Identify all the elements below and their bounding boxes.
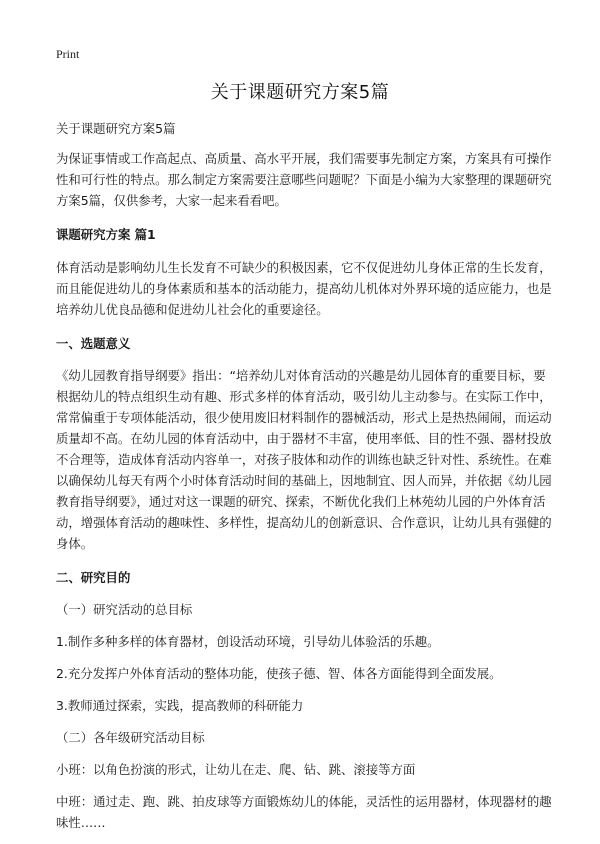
subsection-heading-grade-goals: （二）各年级研究活动目标 bbox=[56, 730, 205, 745]
document-subtitle: 关于课题研究方案5篇 bbox=[56, 121, 176, 136]
middle-class-goal: 中班：通过走、跑、跳、拍皮球等方面锻炼幼儿的体能，灵活性的运用器材，体现器材的趣味性…… bbox=[56, 794, 552, 830]
goal-item-3: 3.教师通过探索，实践，提高教师的科研能力 bbox=[56, 698, 304, 713]
document-body bbox=[56, 118, 556, 844]
small-class-goal: 小班：以角色扮演的形式，让幼儿在走、爬、钻、跳、滚接等方面 bbox=[56, 762, 416, 777]
intro-paragraph: 为保证事情或工作高起点、高质量、高水平开展，我们需要事先制定方案，方案具有可操作性和可行性的特点。那么制定方案需要注意哪些问题呢？下面是小编为大家整理的课题研究方案5篇，仅供参考，大家一起来看看吧。 bbox=[56, 151, 552, 208]
subsection-heading-overall-goals: （一）研究活动的总目标 bbox=[56, 602, 193, 617]
section-heading-significance: 一、选题意义 bbox=[56, 336, 131, 351]
print-link[interactable]: Print bbox=[56, 47, 80, 61]
article-paragraph: 体育活动是影响幼儿生长发育不可缺少的积极因素，它不仅促进幼儿身体正常的生长发育，而且能促进幼儿的身体素质和基本的活动能力，提高幼儿机体对外界环境的适应能力，也是培养幼儿优良品德和促进幼儿社会化的重要途径。 bbox=[56, 260, 552, 317]
goal-item-1: 1.制作多种多样的体育器材，创设活动环境，引导幼儿体验活的乐趣。 bbox=[56, 634, 440, 649]
article-heading: 课题研究方案 篇1 bbox=[56, 227, 156, 242]
significance-paragraph: 《幼儿园教育指导纲要》指出：“培养幼儿对体育活动的兴趣是幼儿园体育的重要目标，要根据幼儿的特点组织生动有趣、形式多样的体育活动，吸引幼儿主动参与。在实际工作中，常常偏重于专项体能活动，很少使用废旧材料制作的器械活动，形式上是热热闹闹，而运动质量却不高。在幼儿园的体育活动中，由于器材不丰富，使用率低、目的性不强、器材投放不合理等，造成体育活动内容单一，对孩子肢体和动作的训练也缺乏针对性、系统性。在难以确保幼儿每天有两个小时体育活动时间的基础上，因地制宜、因人而异，并依据《幼儿园教育指导纲要》，通过对这一课题的研究、探索，不断优化我们上林苑幼儿园的户外体育活动，增强体育活动的趣味性、多样性，提高幼儿的创新意识、合作意识，让幼儿具有强健的身体。 bbox=[56, 368, 552, 551]
document-title: 关于课题研究方案5篇 bbox=[210, 82, 390, 103]
goal-item-2: 2.充分发挥户外体育活动的整体功能，使孩子德、智、体各方面能得到全面发展。 bbox=[56, 666, 502, 681]
section-heading-purpose: 二、研究目的 bbox=[56, 570, 131, 585]
